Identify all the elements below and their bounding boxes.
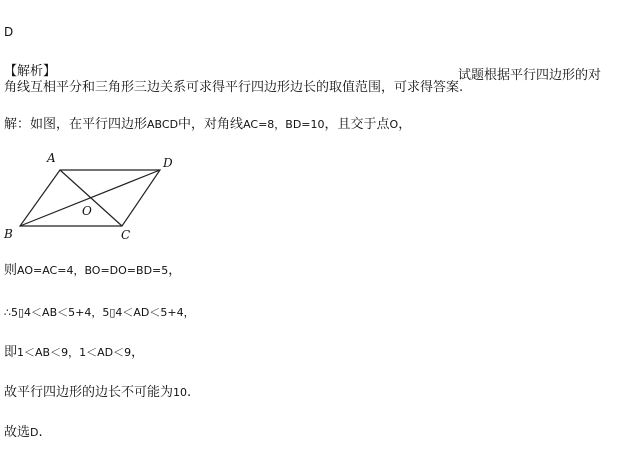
side-ranges: 1＜AB＜9，1＜AD＜9 xyxy=(17,346,132,359)
step-text: ， xyxy=(168,263,182,278)
step-2: ∴5▯4＜AB＜5+4，5▯4＜AD＜5+4， xyxy=(4,306,195,319)
step-text: . xyxy=(187,385,192,400)
vertex-label-c: C xyxy=(121,228,131,242)
half-diagonals: AO=AC=4，BO=DO=BD=5 xyxy=(17,264,169,277)
final-choice xyxy=(4,425,43,441)
diagonal-lengths: AC=8，BD=10 xyxy=(243,118,325,131)
intro-part: ，且交于点 xyxy=(324,117,390,132)
vertex-label-a: A xyxy=(47,151,56,165)
step-text: ， xyxy=(131,345,145,360)
intro-part: ， xyxy=(398,117,412,132)
analysis-summary: 角线互相平分和三角形三边关系可求得平行四边形边长的取值范围，可求得答案. xyxy=(4,80,464,95)
vertex-label-d: D xyxy=(163,156,173,170)
center-label-o: O xyxy=(82,204,92,218)
chosen-option: D xyxy=(30,426,39,439)
analysis-heading: 【解析】 xyxy=(4,64,57,79)
intro-part: 解：如图，在平行四边形 xyxy=(4,117,148,132)
step-text: 即 xyxy=(4,345,18,360)
point-o: O xyxy=(389,118,399,131)
step-3 xyxy=(4,345,144,361)
step-text: 故平行四边形的边长不可能为 xyxy=(4,385,174,400)
parallelogram-name: ABCD xyxy=(147,118,179,131)
step-text: 故选 xyxy=(4,425,31,440)
solution-intro xyxy=(4,117,411,133)
analysis-hint: 试题根据平行四边形的对 xyxy=(458,68,602,83)
step-text: . xyxy=(38,425,43,440)
answer-text: D xyxy=(4,25,14,39)
impossible-length: 10 xyxy=(173,386,188,399)
step-4 xyxy=(4,385,191,401)
intro-part: 中，对角线 xyxy=(178,117,244,132)
step-text: 则 xyxy=(4,263,18,278)
step-1 xyxy=(4,263,181,279)
parallelogram-figure xyxy=(0,148,200,248)
vertex-label-b: B xyxy=(4,227,13,241)
